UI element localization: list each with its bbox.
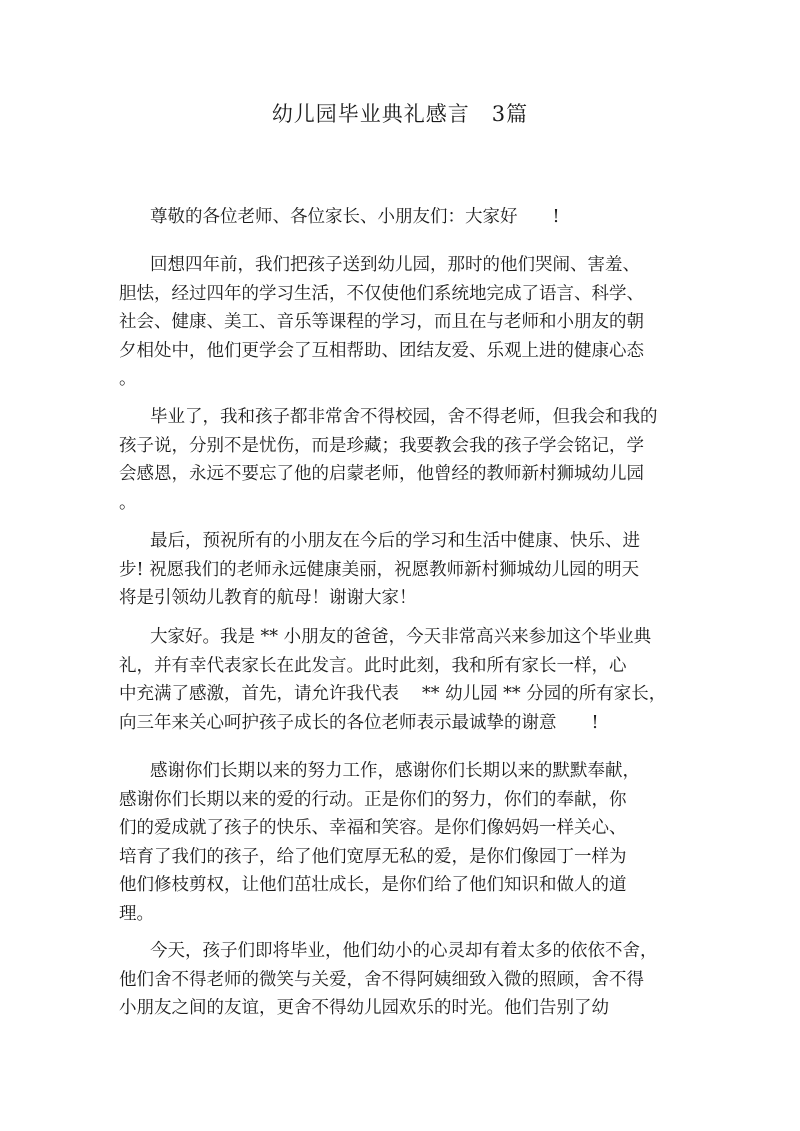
paragraph-line: 尊敬的各位老师、各位家长、小朋友们：大家好 ! [150,207,560,227]
paragraph-line: 他们修枝剪权，让他们茁壮成长，是你们给了他们知识和做人的道 [119,875,627,895]
paragraph-line: 毕业了，我和孩子都非常舍不得校园，舍不得老师，但我会和我的 [150,407,658,427]
paragraph-line: 感谢你们长期以来的爱的行动。正是你们的努力，你们的奉献，你 [119,790,627,810]
paragraph-line: 。 [119,493,137,513]
paragraph-line: 孩子说，分别不是忧伤，而是珍藏；我要教会我的孩子学会铭记，学 [119,436,644,456]
paragraph-line: 感谢你们长期以来的努力工作，感谢你们长期以来的默默奉献， [150,761,640,781]
paragraph-line: 中充满了感激，首先，请允许我代表 ** 幼儿园 ** 分园的所有家长， [119,684,667,704]
paragraph-line: 向三年来关心呵护孩子成长的各位老师表示最诚挚的谢意 ! [119,713,599,733]
paragraph-line: 胆怯，经过四年的学习生活，不仅使他们系统地完成了语言、科学、 [119,284,644,304]
paragraph-line: 最后，预祝所有的小朋友在今后的学习和生活中健康、快乐、进 [150,531,640,551]
paragraph-line: 回想四年前，我们把孩子送到幼儿园，那时的他们哭闹、害羞、 [150,255,640,275]
paragraph-line: 今天，孩子们即将毕业，他们幼小的心灵却有着太多的依依不舍， [150,941,658,961]
paragraph-line: 理。 [119,904,154,924]
paragraph-line: 们的爱成就了孩子的快乐、幸福和笑容。是你们像妈妈一样关心、 [119,818,627,838]
paragraph-line: 将是引领幼儿教育的航母！谢谢大家！ [119,588,417,608]
paragraph-line: 大家好。我是 ** 小朋友的爸爸，今天非常高兴来参加这个毕业典 [150,627,652,647]
document-title: 幼儿园毕业典礼感言 3篇 [271,102,529,126]
paragraph-line: 会感恩，永远不要忘了他的启蒙老师，他曾经的教师新村狮城幼儿园 [119,464,644,484]
paragraph-line: 小朋友之间的友谊，更舍不得幼儿园欢乐的时光。他们告别了幼 [119,998,609,1018]
paragraph-line: 夕相处中，他们更学会了互相帮助、团结友爱、乐观上进的健康心态 [119,341,644,361]
paragraph-line: 培育了我们的孩子，给了他们宽厚无私的爱，是你们像园丁一样为 [119,847,627,867]
paragraph-line: 礼，并有幸代表家长在此发言。此时此刻，我和所有家长一样，心 [119,656,627,676]
paragraph-line: 社会、健康、美工、音乐等课程的学习，而且在与老师和小朋友的朝 [119,312,644,332]
paragraph-line: 。 [119,369,137,389]
paragraph-line: 步! 祝愿我们的老师永远健康美丽，祝愿教师新村狮城幼儿园的明天 [119,560,640,580]
paragraph-line: 他们舍不得老师的微笑与关爱，舍不得阿姨细致入微的照顾，舍不得 [119,970,644,990]
